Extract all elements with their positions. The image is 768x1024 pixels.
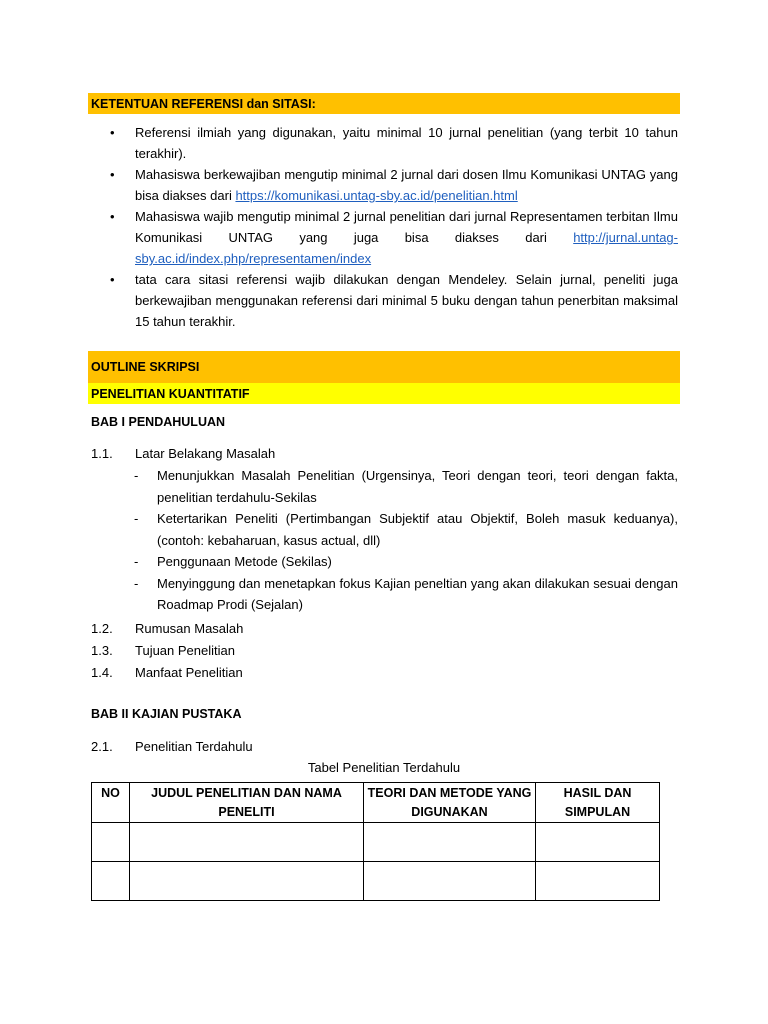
bullet-text: Mahasiswa wajib mengutip minimal 2 jurnal penelitian dari jurnal Representamen terbitan Ilmu Komunikasi UNTAG yang juga bisa diakses dari: [135, 209, 678, 245]
bab2-title: BAB II KAJIAN PUSTAKA: [91, 707, 242, 721]
bullet-icon: •: [110, 272, 115, 287]
section-number: 1.3.: [91, 643, 113, 658]
referensi-heading: KETENTUAN REFERENSI dan SITASI:: [91, 96, 316, 111]
bullet-icon: •: [110, 209, 115, 224]
bab1-title: BAB I PENDAHULUAN: [91, 415, 226, 429]
section-label: Rumusan Masalah: [135, 621, 244, 636]
table-cell[interactable]: [364, 862, 536, 901]
list-item: [134, 573, 678, 616]
dash-bullet: -: [134, 511, 139, 526]
dash-bullet: -: [134, 575, 139, 591]
section-label: Penelitian Terdahulu: [135, 739, 253, 754]
list-item: [134, 508, 678, 551]
column-header-judul: JUDUL PENELITIAN DAN NAMA PENELITI: [130, 783, 364, 823]
dash-bullet: -: [134, 554, 139, 569]
list-item: [110, 206, 678, 269]
bullet-text: Referensi ilmiah yang digunakan, yaitu minimal 10 jurnal penelitian (yang terbit 10 tahun terakhir).: [135, 125, 678, 161]
section-item: [91, 640, 235, 661]
section-label: Tujuan Penelitian: [135, 643, 235, 658]
list-item: [134, 465, 678, 508]
list-item: [110, 122, 678, 164]
latar-belakang-subpoints: [134, 465, 678, 616]
outline-heading: OUTLINE SKRIPSI: [91, 360, 200, 374]
table-cell[interactable]: [536, 823, 660, 862]
outline-heading-band: [88, 351, 680, 383]
dash-bullet: -: [134, 468, 139, 483]
outline-subheading: PENELITIAN KUANTITATIF: [91, 386, 250, 401]
table-header-row: [92, 783, 660, 823]
column-header-hasil: HASIL DAN SIMPULAN: [536, 783, 660, 823]
list-item: [134, 551, 678, 573]
table-row: [92, 823, 660, 862]
referensi-heading-band: [88, 93, 680, 114]
subpoint-text: Ketertarikan Peneliti (Pertimbangan Subjektif atau Objektif, Boleh masuk keduanya), (contoh: kebaharuan, kasus actual, dll): [157, 511, 678, 548]
table-row: [92, 862, 660, 901]
subpoint-text: Menyinggung dan menetapkan fokus Kajian peneltian yang akan dilakukan sesuai dengan Roadmap Prodi (Sejalan): [157, 575, 678, 612]
section-number: 1.1.: [91, 446, 113, 461]
bullet-text: tata cara sitasi referensi wajib dilakukan dengan Mendeley. Selain jurnal, peneliti juga berkewajiban menggunakan referensi dari minimal 5 buku dengan tahun penerbitan maksimal 15 tahun terakhir.: [135, 272, 678, 329]
table-cell[interactable]: [130, 862, 364, 901]
section-number: 2.1.: [91, 739, 113, 754]
section-label: Manfaat Penelitian: [135, 665, 243, 680]
column-header-teori: TEORI DAN METODE YANG DIGUNAKAN: [364, 783, 536, 823]
section-number: 1.2.: [91, 621, 113, 636]
representamen-link[interactable]: http://jurnal.untag-sby.ac.id/index.php/representamen/index: [135, 230, 678, 266]
penelitian-terdahulu-table: [91, 782, 660, 901]
section-item: [91, 618, 243, 639]
referensi-bullet-list: [110, 122, 678, 332]
section-number: 1.4.: [91, 665, 113, 680]
bullet-text: Mahasiswa berkewajiban mengutip minimal 2 jurnal dari dosen Ilmu Komunikasi UNTAG yang bisa diakses dari: [135, 167, 678, 203]
subpoint-text: Penggunaan Metode (Sekilas): [157, 554, 332, 569]
section-label: Latar Belakang Masalah: [135, 446, 276, 461]
outline-subheading-band: [88, 383, 680, 404]
table-cell[interactable]: [130, 823, 364, 862]
list-item: [110, 164, 678, 206]
section-item: [91, 662, 243, 683]
subpoint-text: Menunjukkan Masalah Penelitian (Urgensinya, Teori dengan teori, teori dengan fakta, penelitian terdahulu-Sekilas: [157, 468, 678, 505]
list-item: [110, 269, 678, 332]
table-cell[interactable]: [536, 862, 660, 901]
column-header-no: NO: [92, 783, 130, 823]
penelitian-link[interactable]: https://komunikasi.untag-sby.ac.id/penelitian.html: [235, 188, 518, 203]
section-item: [91, 736, 253, 757]
bullet-icon: •: [110, 167, 115, 182]
section-item: [91, 443, 275, 464]
table-cell[interactable]: [92, 823, 130, 862]
table-cell[interactable]: [92, 862, 130, 901]
table-caption: Tabel Penelitian Terdahulu: [307, 760, 461, 775]
bullet-icon: •: [110, 125, 115, 140]
table-cell[interactable]: [364, 823, 536, 862]
